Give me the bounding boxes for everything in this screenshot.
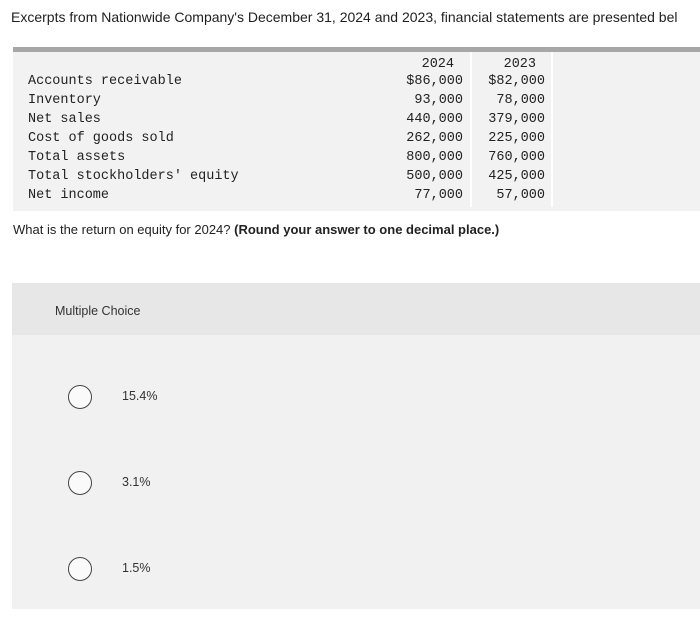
intro-text: Excerpts from Nationwide Company's December 31, 2024 and 2023, financial statements are presented bel bbox=[11, 9, 678, 25]
choice-option[interactable] bbox=[12, 557, 700, 617]
row-label: Cost of goods sold bbox=[28, 131, 174, 146]
value-2024: 93,000 bbox=[414, 93, 463, 108]
radio-button[interactable] bbox=[68, 471, 92, 495]
rounding-hint: (Round your answer to one decimal place.) bbox=[234, 222, 500, 237]
value-2024: 800,000 bbox=[406, 150, 463, 165]
value-2023: 760,000 bbox=[488, 150, 545, 165]
value-2024: 500,000 bbox=[406, 169, 463, 184]
value-2023: 57,000 bbox=[496, 188, 545, 203]
column-header-2024: 2024 bbox=[421, 57, 454, 72]
row-label: Total stockholders' equity bbox=[28, 169, 239, 184]
choice-label[interactable]: 1.5% bbox=[122, 561, 151, 575]
radio-button[interactable] bbox=[68, 557, 92, 581]
table-row bbox=[13, 169, 700, 188]
value-2024: 262,000 bbox=[406, 131, 463, 146]
row-label: Total assets bbox=[28, 150, 126, 165]
value-2024: 440,000 bbox=[406, 112, 463, 127]
table-row bbox=[13, 150, 700, 169]
row-label: Accounts receivable bbox=[28, 74, 182, 89]
row-label: Inventory bbox=[28, 93, 101, 108]
value-2023: 379,000 bbox=[488, 112, 545, 127]
value-2024: 77,000 bbox=[414, 188, 463, 203]
value-2023: $82,000 bbox=[488, 74, 545, 89]
table-row bbox=[13, 74, 700, 93]
row-label: Net sales bbox=[28, 112, 101, 127]
multiple-choice-header bbox=[12, 283, 700, 335]
column-header-2023: 2023 bbox=[503, 57, 536, 72]
question-prompt: What is the return on equity for 2024? bbox=[13, 222, 231, 237]
financial-data-table bbox=[13, 47, 700, 211]
value-2023: 225,000 bbox=[488, 131, 545, 146]
value-2024: $86,000 bbox=[406, 74, 463, 89]
table-row bbox=[13, 93, 700, 112]
multiple-choice-panel bbox=[12, 283, 700, 609]
table-row bbox=[13, 112, 700, 131]
row-label: Net income bbox=[28, 188, 110, 203]
multiple-choice-title: Multiple Choice bbox=[55, 304, 141, 318]
value-2023: 78,000 bbox=[496, 93, 545, 108]
choice-option[interactable] bbox=[12, 385, 700, 445]
choice-label[interactable]: 15.4% bbox=[122, 389, 158, 403]
choice-option[interactable] bbox=[12, 471, 700, 531]
radio-button[interactable] bbox=[68, 385, 92, 409]
choice-label[interactable]: 3.1% bbox=[122, 475, 151, 489]
question-text bbox=[13, 222, 499, 237]
table-row bbox=[13, 188, 700, 207]
value-2023: 425,000 bbox=[488, 169, 545, 184]
table-row bbox=[13, 131, 700, 150]
